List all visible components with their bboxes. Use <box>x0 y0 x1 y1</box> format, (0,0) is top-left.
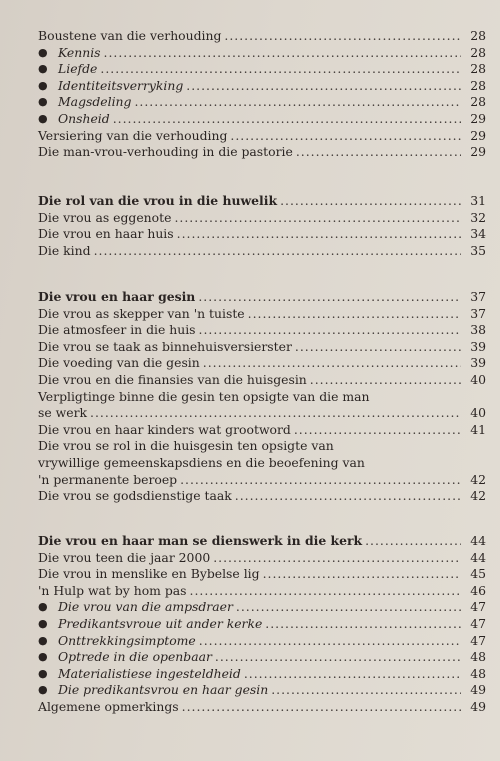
toc-entry <box>38 339 486 355</box>
toc-page-number: 45 <box>470 566 486 582</box>
dot-leader <box>100 61 461 77</box>
toc-page-number: 28 <box>470 44 486 60</box>
toc-entry <box>38 472 486 488</box>
bullet-icon: ● <box>38 112 48 125</box>
dot-leader <box>265 616 461 632</box>
dot-leader <box>365 533 461 549</box>
toc-entry <box>38 666 486 682</box>
toc-entry <box>38 616 486 632</box>
toc-entry <box>38 422 486 438</box>
toc-page-number: 40 <box>470 372 486 387</box>
dot-leader <box>186 78 461 94</box>
toc-entry <box>38 699 486 715</box>
toc-entry-title: Predikantsvroue uit ander kerke <box>58 616 263 631</box>
toc-entry-title: Die vrou en haar man se dienswerk in die kerk <box>38 533 363 548</box>
toc-page-number: 35 <box>470 242 486 258</box>
dot-leader <box>113 111 461 127</box>
toc-entry <box>38 438 486 454</box>
toc-page-number: 46 <box>470 582 486 598</box>
toc-entry-title: Die rol van die vrou in die huwelik <box>38 193 278 208</box>
dot-leader <box>295 339 461 355</box>
toc-entry-title: Magsdeling <box>58 94 132 110</box>
toc-entry <box>38 649 486 665</box>
bullet-icon: ● <box>38 62 48 76</box>
dot-leader <box>198 289 461 305</box>
toc-entry-title: 'n Hulp wat by hom pas <box>38 582 187 598</box>
toc-entry-title: Die man-vrou-verhouding in die pastorie <box>38 144 293 160</box>
toc-entry <box>38 550 486 566</box>
toc-entry <box>38 193 486 209</box>
bullet-icon: ● <box>38 78 48 92</box>
toc-page-number: 38 <box>470 322 486 338</box>
toc-entry-title: vrywillige gemeenskapsdiens en die beoefening van <box>38 455 365 470</box>
toc-entry-title: Die vrou se rol in die huisgesin ten opsigte van <box>38 438 334 454</box>
toc-entry <box>38 372 486 388</box>
toc-entry <box>38 28 486 44</box>
toc-entry-title: Die vrou en haar gesin <box>38 289 196 304</box>
dot-leader <box>180 472 461 488</box>
dot-leader <box>248 306 461 322</box>
toc-page-number: 37 <box>470 305 486 321</box>
toc-page-number: 28 <box>470 61 486 77</box>
bullet-icon: ● <box>38 633 48 647</box>
toc-page-number: 28 <box>470 77 486 93</box>
toc-entry <box>38 128 486 144</box>
dot-leader <box>230 128 461 144</box>
toc-entry <box>38 682 486 698</box>
dot-leader <box>244 666 461 682</box>
toc-entry <box>38 78 486 94</box>
toc-entry <box>38 210 486 226</box>
bullet-icon: ● <box>38 600 48 614</box>
toc-entry <box>38 583 486 599</box>
toc-entry-title: Die vrou teen die jaar 2000 <box>38 549 211 565</box>
toc-entry <box>38 533 486 549</box>
dot-leader <box>177 226 461 242</box>
dot-leader <box>94 243 461 259</box>
toc-entry-title: Die vrou in menslike en Bybelse lig <box>38 566 260 582</box>
dot-leader <box>294 422 461 438</box>
toc-entry-title: Boustene van die verhouding <box>38 28 222 43</box>
toc-entry-title: se werk <box>38 405 87 421</box>
bullet-icon: ● <box>38 666 48 680</box>
toc-page-number: 47 <box>470 616 486 631</box>
toc-entry <box>38 306 486 322</box>
bullet-icon: ● <box>38 45 48 59</box>
toc-entry <box>38 566 486 582</box>
dot-leader <box>263 566 461 582</box>
toc-entry-title: Materialistiese ingesteldheid <box>58 665 241 681</box>
bullet-icon: ● <box>38 617 48 630</box>
toc-page-number: 29 <box>470 127 486 143</box>
toc-page-number: 42 <box>470 488 486 504</box>
toc-entry-title: Die vrou en haar kinders wat grootword <box>38 421 291 437</box>
dot-leader <box>235 488 461 504</box>
toc-page-number: 29 <box>470 111 486 126</box>
toc-page-number: 44 <box>470 549 486 565</box>
toc-page-number: 32 <box>470 209 486 225</box>
dot-leader <box>182 699 461 715</box>
toc-page-number: 49 <box>470 682 486 698</box>
dot-leader <box>224 28 461 44</box>
dot-leader <box>199 633 461 649</box>
toc-entry <box>38 45 486 61</box>
toc-entry-title: Algemene opmerkings <box>38 699 179 714</box>
toc-entry-title: Die vrou en haar huis <box>38 226 174 242</box>
dot-leader <box>190 583 461 599</box>
toc-entry <box>38 599 486 615</box>
toc-entry-title: Die voeding van die gesin <box>38 355 200 371</box>
toc-page-number: 41 <box>470 421 486 437</box>
dot-leader <box>134 94 461 110</box>
toc-page-number: 39 <box>470 338 486 354</box>
toc-entry <box>38 289 486 305</box>
dot-leader <box>213 550 461 566</box>
toc-page-number: 28 <box>470 94 486 110</box>
toc-entry-title: 'n permanente beroep <box>38 471 178 487</box>
dot-leader <box>203 355 461 371</box>
bullet-icon: ● <box>38 95 48 109</box>
toc-entry <box>38 61 486 77</box>
toc-page-number: 44 <box>470 533 486 548</box>
toc-page-number: 49 <box>470 699 486 714</box>
dot-leader <box>104 45 461 61</box>
toc-entry-title: Onsheid <box>58 111 110 126</box>
dot-leader <box>280 193 461 209</box>
toc-entry-title: Die vrou en die finansies van die huisgesin <box>38 372 307 387</box>
toc-page-number: 42 <box>470 471 486 487</box>
toc-entry <box>38 144 486 160</box>
toc-entry-title: Die kind <box>38 242 91 258</box>
toc-entry <box>38 322 486 338</box>
toc-entry-title: Die predikantsvrou en haar gesin <box>58 682 269 698</box>
toc-entry <box>38 226 486 242</box>
toc-page-number: 34 <box>470 226 486 242</box>
toc-entry-title: Die vrou se taak as binnehuisversierster <box>38 338 292 354</box>
toc-page-number: 39 <box>470 355 486 371</box>
toc-entry-title: Liefde <box>58 61 98 77</box>
toc-entry-title: Kennis <box>58 44 101 60</box>
toc-page-number: 28 <box>470 28 486 43</box>
toc-entry-title: Optrede in die openbaar <box>58 649 212 665</box>
toc-page-number: 31 <box>470 193 486 208</box>
toc-entry-title: Die vrou van die ampsdraer <box>58 599 233 615</box>
toc-entry <box>38 405 486 421</box>
toc-entry-title: Versiering van die verhouding <box>38 127 228 143</box>
toc-page-number: 47 <box>470 599 486 615</box>
dot-leader <box>215 649 461 665</box>
dot-leader <box>236 599 461 615</box>
toc-page-number: 47 <box>470 632 486 648</box>
toc-entry <box>38 633 486 649</box>
toc-entry <box>38 111 486 127</box>
toc-entry <box>38 355 486 371</box>
dot-leader <box>90 405 461 421</box>
bullet-icon: ● <box>38 683 48 697</box>
toc-entry-title: Onttrekkingsimptome <box>58 632 196 648</box>
toc-page-number: 40 <box>470 405 486 421</box>
dot-leader <box>310 372 461 388</box>
dot-leader <box>271 682 461 698</box>
toc-page-number: 29 <box>470 144 486 160</box>
toc-entry-title: Die vrou se godsdienstige taak <box>38 488 232 504</box>
toc-entry <box>38 389 486 405</box>
toc-page-number: 48 <box>470 649 486 665</box>
toc-entry-title: Identiteitsverryking <box>58 77 184 93</box>
toc-entry <box>38 455 486 471</box>
toc-entry <box>38 243 486 259</box>
dot-leader <box>199 322 461 338</box>
dot-leader <box>174 210 461 226</box>
toc-entry-title: Die vrou as skepper van 'n tuiste <box>38 305 245 321</box>
toc-page-number: 37 <box>470 289 486 304</box>
bullet-icon: ● <box>38 650 48 664</box>
toc-page-number: 48 <box>470 665 486 681</box>
toc-entry-title: Verpligtinge binne die gesin ten opsigte van die man <box>38 388 370 404</box>
toc-entry-title: Die vrou as eggenote <box>38 209 172 225</box>
dot-leader <box>296 144 461 160</box>
toc-entry-title: Die atmosfeer in die huis <box>38 322 196 338</box>
toc-entry <box>38 94 486 110</box>
toc-entry <box>38 488 486 504</box>
